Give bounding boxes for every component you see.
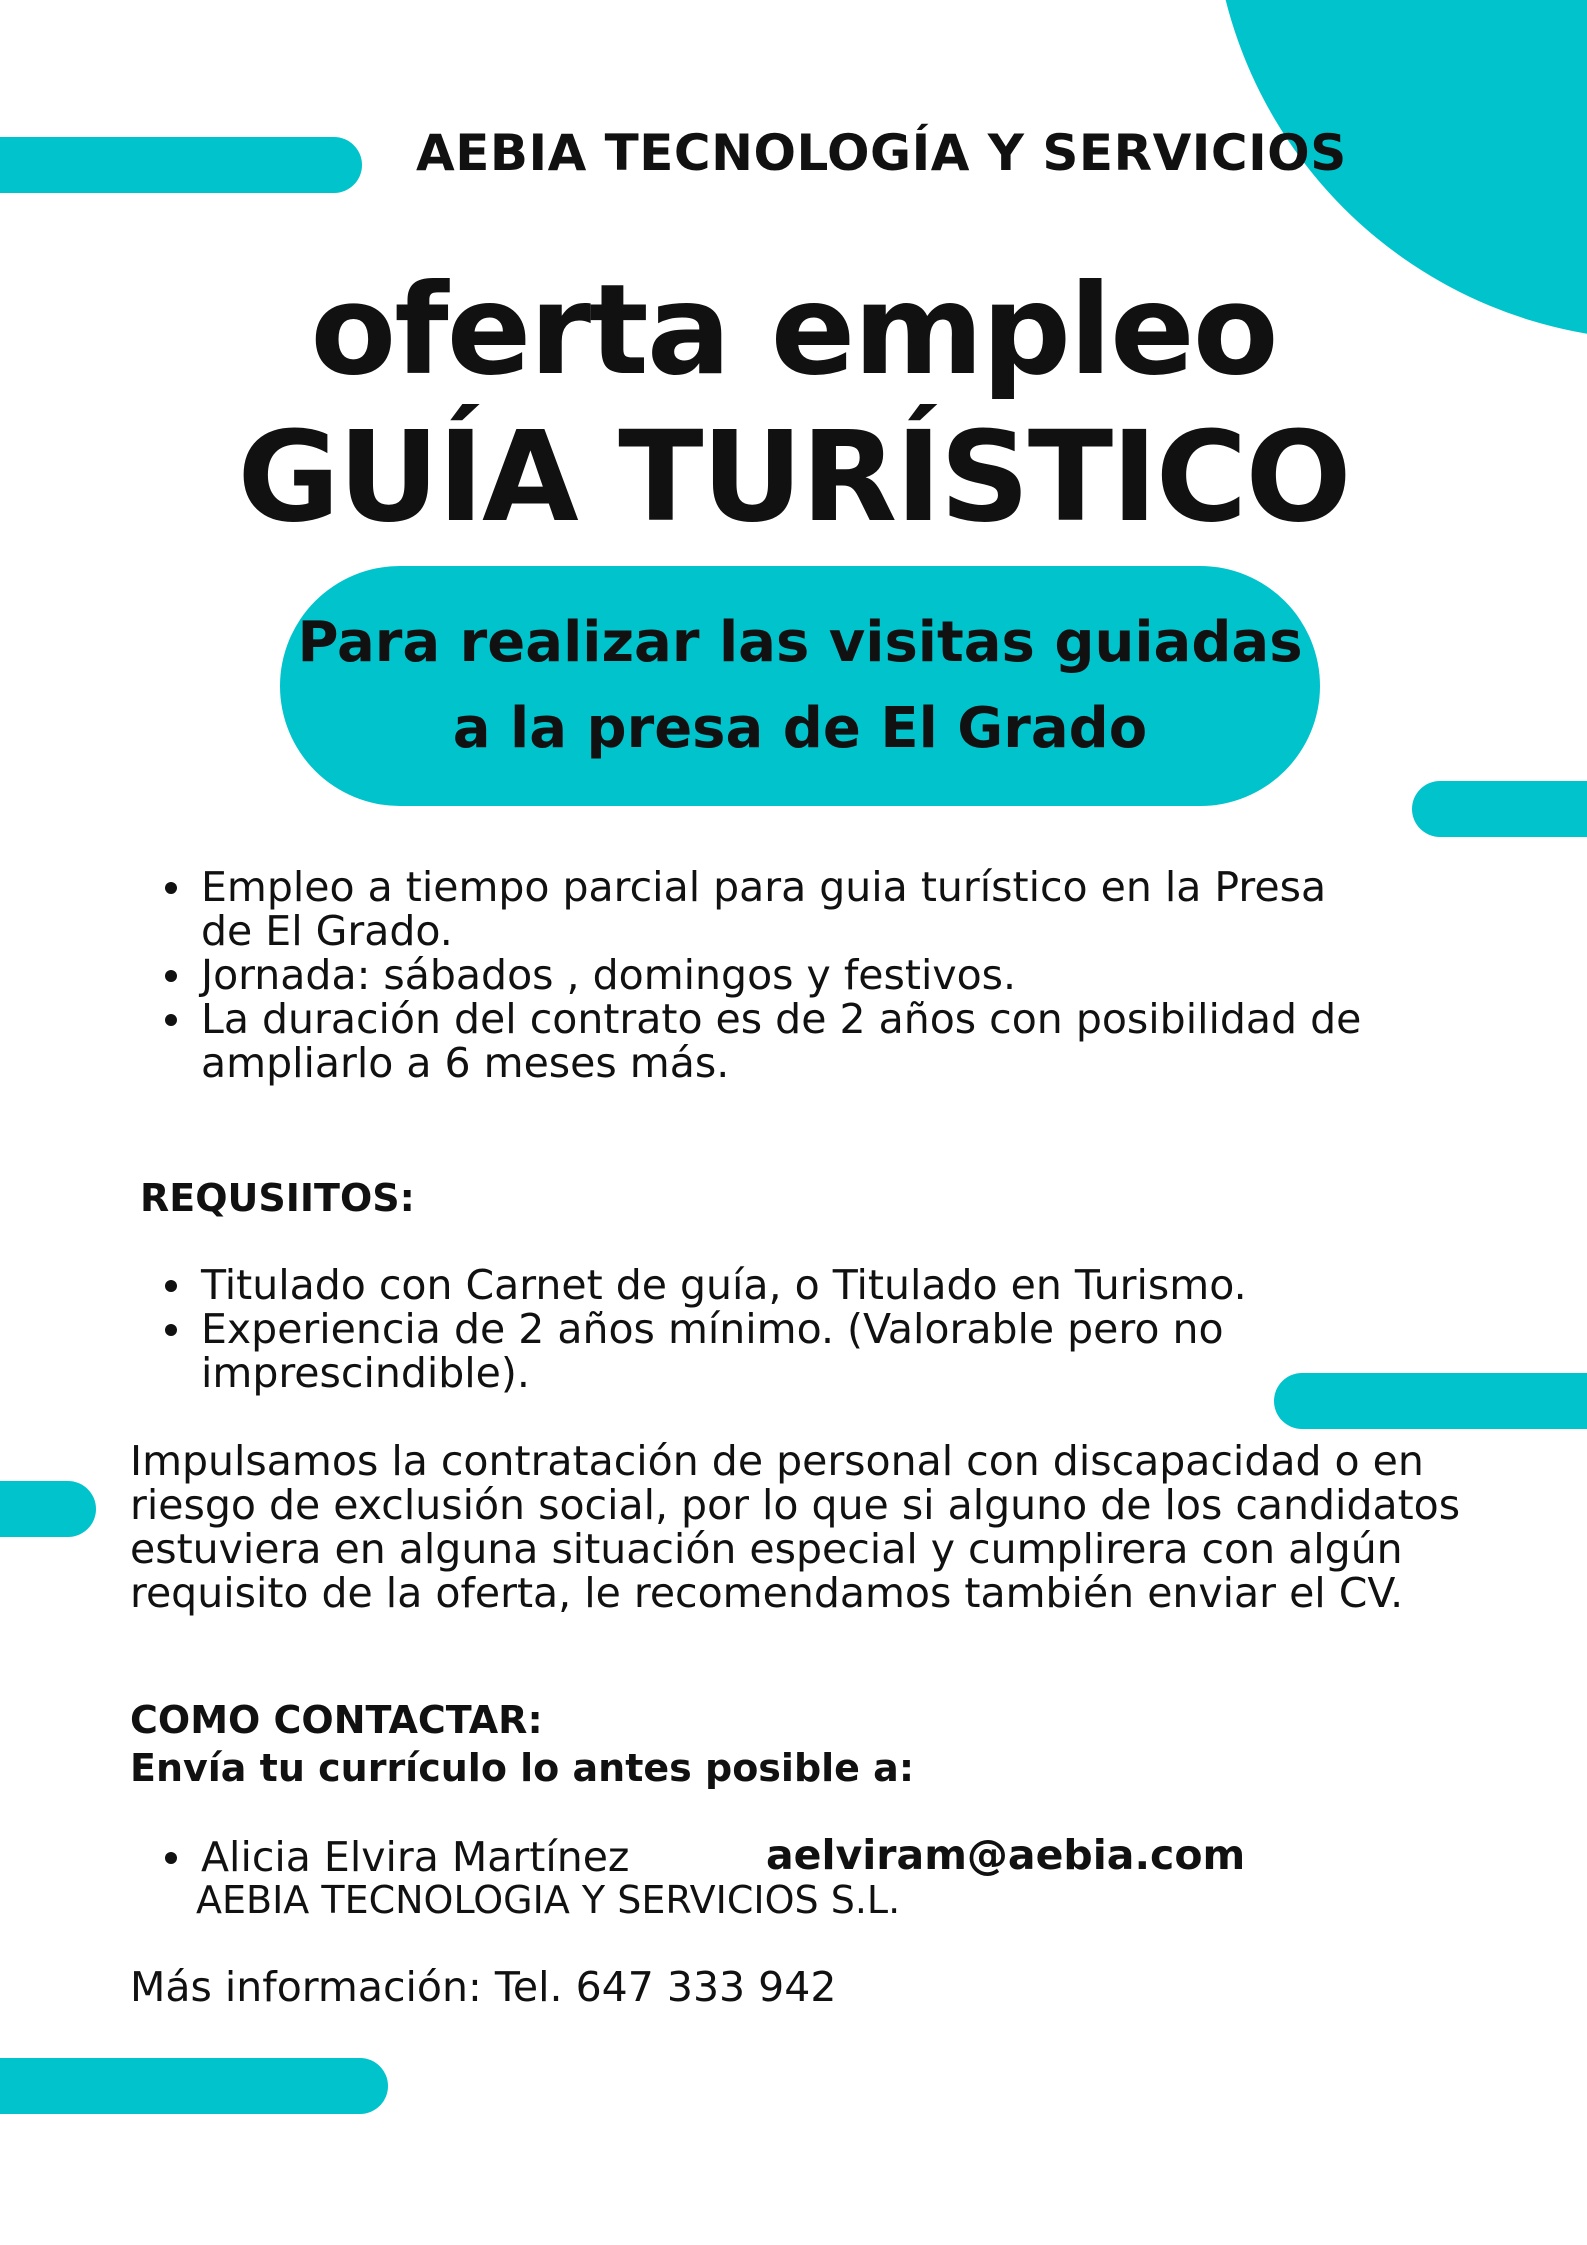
job-details-list <box>161 865 1361 1085</box>
title-position: GUÍA TURÍSTICO <box>237 405 1350 550</box>
requirements-list <box>161 1263 1247 1395</box>
contact-heading: COMO CONTACTAR: <box>130 1698 543 1742</box>
inclusion-paragraph: Impulsamos la contratación de personal con discapacidad o en riesgo de exclusión social, por lo que si alguno de los candidatos estuviera en alguna situación especial y cumplirera con algún requisito de la oferta, le recomendamos también enviar el CV. <box>130 1437 1461 1617</box>
list-item: Titulado con Carnet de guía, o Titulado en Turismo. <box>161 1263 1247 1307</box>
right-bar-decoration-2 <box>1274 1373 1587 1429</box>
company-name: AEBIA TECNOLOGÍA Y SERVICIOS <box>416 124 1347 182</box>
right-bar-decoration-1 <box>1412 781 1587 837</box>
contact-list <box>161 1835 629 1879</box>
list-item: Jornada: sábados , domingos y festivos. <box>161 953 1361 997</box>
contact-company: AEBIA TECNOLOGIA Y SERVICIOS S.L. <box>196 1878 901 1922</box>
list-item: Empleo a tiempo parcial para guia turístico en la Presa de El Grado. <box>161 865 1361 953</box>
left-bar-decoration <box>0 1481 96 1537</box>
requirements-heading: REQUSIITOS: <box>140 1176 415 1220</box>
highlight-line-2: a la presa de El Grado <box>452 696 1148 761</box>
contact-section-heading <box>130 1696 914 1792</box>
title-job-offer: oferta empleo <box>310 258 1277 403</box>
more-info-phone: Más información: Tel. 647 333 942 <box>130 1963 837 2011</box>
bottom-bar-decoration <box>0 2058 388 2114</box>
highlight-line-1: Para realizar las visitas guiadas <box>297 610 1303 675</box>
contact-instruction: Envía tu currículo lo antes posible a: <box>130 1746 915 1790</box>
list-item: La duración del contrato es de 2 años con posibilidad de ampliarlo a 6 meses más. <box>161 997 1361 1085</box>
contact-person: Alicia Elvira Martínez <box>161 1835 629 1879</box>
highlight-banner <box>280 566 1320 806</box>
list-item: Experiencia de 2 años mínimo. (Valorable pero no imprescindible). <box>161 1307 1247 1395</box>
top-left-bar-decoration <box>0 137 362 193</box>
contact-email-link[interactable]: aelviram@aebia.com <box>766 1831 1246 1879</box>
